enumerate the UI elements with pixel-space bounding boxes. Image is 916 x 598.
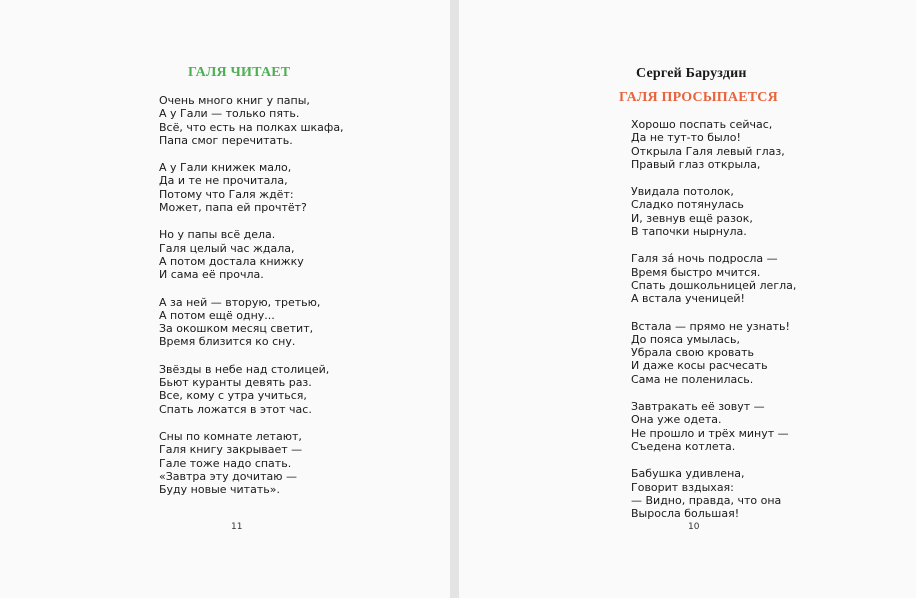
poem-left [159,94,379,510]
poem-line: А у Гали книжек мало, [159,161,292,175]
page-number-left: 11 [231,522,243,532]
poem-line: Сны по комнате летают, [159,429,302,443]
poem-line: И сама её прочла. [159,268,264,282]
poem-line: И, зевнув ещё разок, [631,211,753,225]
poem-line: А встала ученицей! [631,292,745,306]
poem-line: Открыла Галя левый глаз, [631,144,785,158]
stanza [631,467,821,520]
poem-line: Завтракать её зовут — [631,400,765,414]
poem-line: «Завтра эту дочитаю — [159,469,297,483]
poem-line: Бабушка удивлена, [631,467,745,481]
poem-line: Хорошо поспать сейчас, [631,118,773,131]
stanza [159,296,379,349]
poem-line: А потом ещё одну... [159,308,275,322]
stanza [159,363,379,416]
poem-title-left: ГАЛЯ ЧИТАЕТ [188,65,291,80]
poem-line: Звёзды в небе над столицей, [159,362,330,376]
stanza [159,161,379,214]
stanza [159,94,379,147]
poem-line: Время быстро мчится. [631,265,761,279]
poem-right [631,118,821,534]
poem-line: А потом достала книжку [159,254,304,268]
poem-line: В тапочки нырнула. [631,225,747,239]
poem-line: Буду новые читать». [159,483,280,497]
poem-line: И даже косы расчесать [631,359,768,373]
right-page [459,0,916,598]
poem-line: Галя книгу закрывает — [159,443,303,457]
poem-line: Бьют куранты девять раз. [159,376,312,390]
poem-line: А у Гали — только пять. [159,107,300,121]
poem-line: Выросла большая! [631,507,740,521]
poem-line: Все, кому с утра учиться, [159,389,307,403]
poem-line: Да и те не прочитала, [159,174,288,188]
poem-title-right: ГАЛЯ ПРОСЫПАЕТСЯ [619,90,778,105]
poem-line: Но у папы всё дела. [159,228,276,242]
poem-line: Папа смог перечитать. [159,133,293,147]
poem-line: Может, папа ей прочтёт? [159,201,307,215]
stanza [631,252,821,305]
poem-line: Сладко потянулась [631,198,744,212]
stanza [631,320,821,386]
poem-line: Всё, что есть на полках шкафа, [159,120,344,134]
poem-line: Увидала потолок, [631,185,734,199]
poem-line: Потому что Галя ждёт: [159,187,294,201]
poem-line: Не прошло и трёх минут — [631,426,789,440]
poem-line: Она уже одета. [631,413,722,427]
poem-line: Правый глаз открыла, [631,157,761,171]
stanza [631,118,821,171]
poem-line: Съедена котлета. [631,439,736,453]
poem-line: За окошком месяц светит, [159,322,314,336]
poem-line: Сама не поленилась. [631,372,754,386]
poem-line: Галя зá ночь подросла — [631,252,778,266]
poem-line: Очень много книг у папы, [159,94,310,107]
left-page [0,0,450,598]
author-name: Сергей Баруздин [636,66,747,81]
poem-line: — Видно, правда, что она [631,493,782,507]
page-number-right: 10 [688,522,700,532]
poem-line: Встала — прямо не узнать! [631,319,790,333]
book-gutter [450,0,459,598]
poem-line: Да не тут-то было! [631,131,741,145]
poem-line: Галя целый час ждала, [159,241,295,255]
poem-line: Спать ложатся в этот час. [159,402,312,416]
stanza [631,400,821,453]
poem-line: Гале тоже надо спать. [159,456,292,470]
poem-line: Говорит вздыхая: [631,480,734,494]
poem-line: Убрала свою кровать [631,346,754,360]
poem-line: А за ней — вторую, третью, [159,295,321,309]
poem-line: До пояса умылась, [631,332,740,346]
stanza [631,185,821,238]
stanza [159,430,379,496]
stanza [159,228,379,281]
poem-line: Время близится ко сну. [159,335,296,349]
poem-line: Спать дошкольницей легла, [631,278,797,292]
